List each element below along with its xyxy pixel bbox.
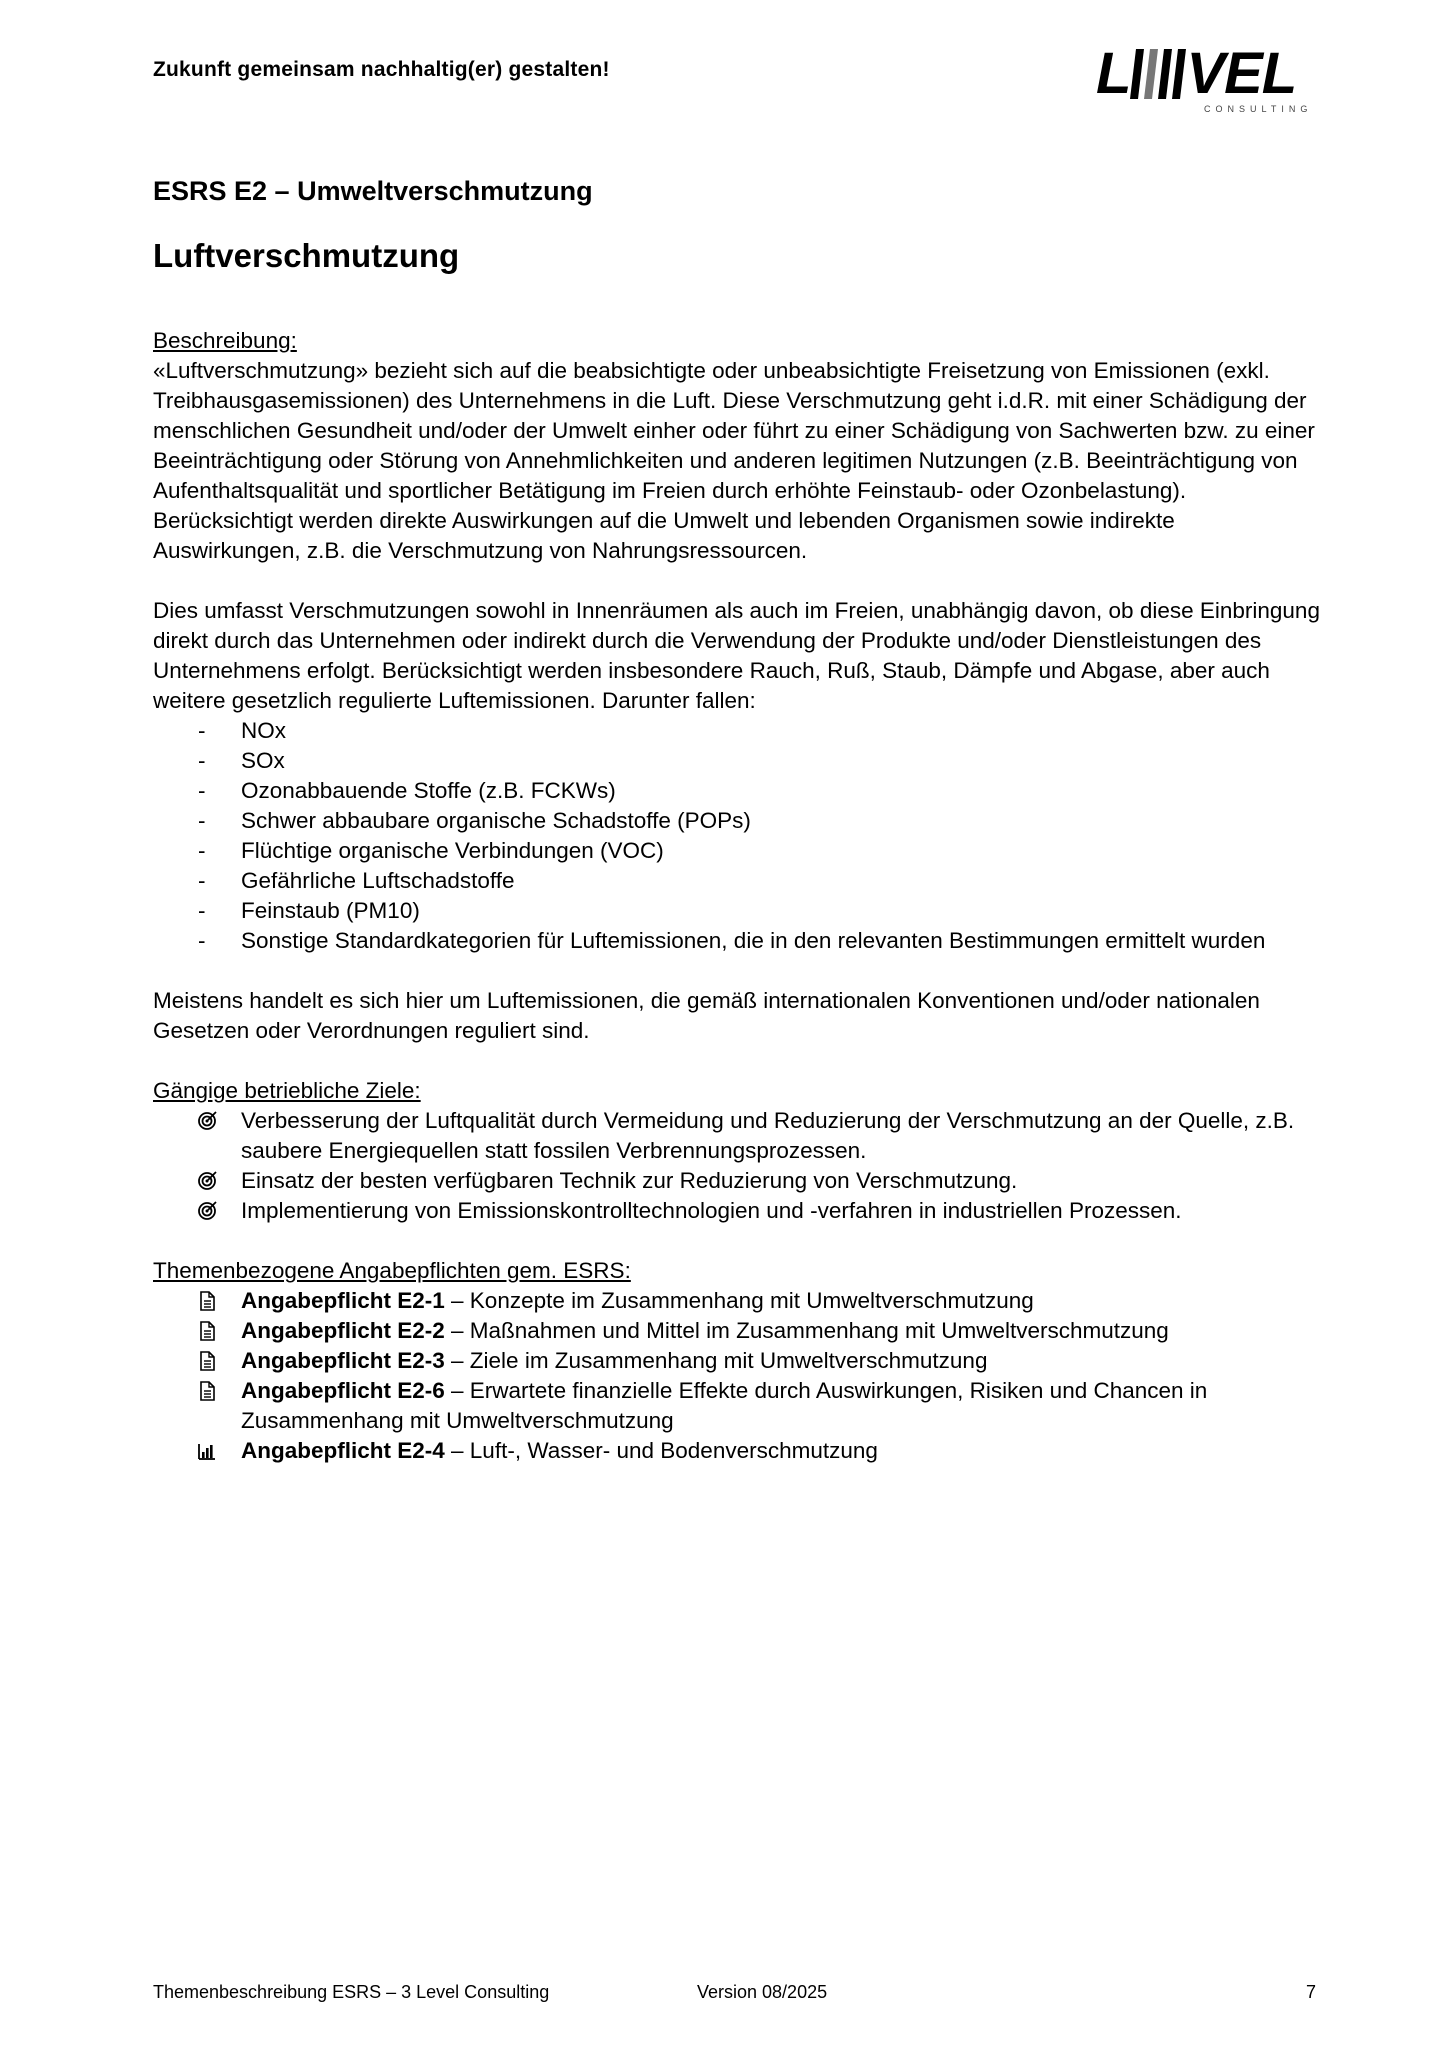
description-paragraph-1: «Luftverschmutzung» bezieht sich auf die beabsichtigte oder unbeabsichtigte Freisetzung von Emissionen (exkl. Treibhausgasemissionen) des Unternehmens in die Luft. Diese Verschmutzung geht i.d.R. mit einer Schädigung der menschlichen Gesundheit und/oder der Umwelt einher oder führt zu einer Schädigung von Sachwerten bzw. zu einer Beeinträchtigung oder Störung von Annehmlichkeiten und anderen legitimen Nutzungen (z.B. Beeinträchtigung von Aufenthaltsqualität und sportlicher Betätigung im Freien durch erhöhte Feinstaub- oder Ozonbelastung). Berücksichtigt werden direkte Auswirkungen auf die Umwelt und lebenden Organismen sowie indirekte Auswirkungen, z.B. die Verschmutzung von Nahrungsressourcen. [153,358,1315,563]
target-icon [197,1111,217,1131]
disclosure-code: Angabepflicht E2-1 [241,1288,445,1313]
list-item-text: Flüchtige organische Verbindungen (VOC) [241,838,664,863]
document-icon [197,1381,217,1401]
disclosure-item [153,1346,1323,1376]
disclosure-code: Angabepflicht E2-4 [241,1438,445,1463]
disclosure-item [153,1286,1323,1316]
header-tagline: Zukunft gemeinsam nachhaltig(er) gestalten! [153,58,610,81]
disclosure-text: – Konzepte im Zusammenhang mit Umweltverschmutzung [444,1288,1034,1313]
disclosure-text: – Ziele im Zusammenhang mit Umweltverschmutzung [444,1348,988,1373]
main-content [153,326,1323,1466]
goal-item [153,1196,1323,1226]
dash-bullet: - [198,808,206,833]
logo-subtitle: CONSULTING [1204,104,1313,114]
disclosure-list [153,1286,1323,1466]
dash-bullet: - [198,718,206,743]
dash-bullet: - [198,838,206,863]
page-title: ESRS E2 – Umweltverschmutzung [153,176,593,206]
pollutant-list [153,716,1323,956]
dash-bullet: - [198,748,206,773]
list-item-text: NOx [241,718,286,743]
description-paragraph-3: Meistens handelt es sich hier um Luftemissionen, die gemäß internationalen Konventionen und/oder nationalen Gesetzen oder Verordnungen reguliert sind. [153,988,1260,1043]
list-item [153,806,1323,836]
description-paragraph-2: Dies umfasst Verschmutzungen sowohl in Innenräumen als auch im Freien, unabhängig davon, ob diese Einbringung direkt durch das Unternehmen oder indirekt durch die Verwendung der Produkte und/oder Dienstleistungen des Unternehmens erfolgt. Berücksichtigt werden insbesondere Rauch, Ruß, Staub, Dämpfe und Abgase, aber auch weitere gesetzlich regulierte Luftemissionen. Darunter fallen: [153,598,1320,713]
goal-item [153,1106,1323,1166]
bar-chart-icon [197,1441,217,1461]
list-item-text: Ozonabbauende Stoffe (z.B. FCKWs) [241,778,616,803]
dash-bullet: - [198,898,206,923]
dash-bullet: - [198,868,206,893]
disclosure-code: Angabepflicht E2-2 [241,1318,445,1343]
target-icon [197,1201,217,1221]
disclosures-heading: Themenbezogene Angabepflichten gem. ESRS: [153,1258,631,1283]
disclosure-item [153,1376,1323,1436]
logo-bars-icon [1130,49,1186,99]
list-item [153,866,1323,896]
disclosure-item [153,1316,1323,1346]
document-icon [197,1351,217,1371]
goals-heading: Gängige betriebliche Ziele: [153,1078,421,1103]
list-item-text: Schwer abbaubare organische Schadstoffe (POPs) [241,808,751,833]
disclosure-text: – Erwartete finanzielle Effekte durch Auswirkungen, Risiken und Chancen in Zusammenhang mit Umweltverschmutzung [241,1378,1208,1433]
dash-bullet: - [198,928,206,953]
target-icon [197,1171,217,1191]
disclosure-code: Angabepflicht E2-3 [241,1348,445,1373]
footer-document-title: Themenbeschreibung ESRS – 3 Level Consulting [153,1982,550,2002]
goal-item-text: Einsatz der besten verfügbaren Technik zur Reduzierung von Verschmutzung. [241,1168,1018,1193]
list-item [153,836,1323,866]
list-item [153,746,1323,776]
dash-bullet: - [198,778,206,803]
document-icon [197,1321,217,1341]
goal-item-text: Implementierung von Emissionskontrolltechnologien und -verfahren in industriellen Prozessen. [241,1198,1182,1223]
list-item [153,896,1323,926]
list-item-text: Gefährliche Luftschadstoffe [241,868,515,893]
list-item [153,776,1323,806]
goals-list [153,1106,1323,1226]
page-number: 7 [1306,1982,1317,2002]
disclosure-code: Angabepflicht E2-6 [241,1378,445,1403]
list-item [153,716,1323,746]
disclosure-text: – Luft-, Wasser- und Bodenverschmutzung [444,1438,878,1463]
section-title: Luftverschmutzung [153,237,460,274]
goal-item-text: Verbesserung der Luftqualität durch Vermeidung und Reduzierung der Verschmutzung an der Quelle, z.B. saubere Energiequellen statt fossilen Verbrennungsprozessen. [241,1108,1295,1163]
disclosure-text: – Maßnahmen und Mittel im Zusammenhang mit Umweltverschmutzung [444,1318,1169,1343]
logo-letter-l: L [1096,41,1131,106]
disclosure-item [153,1436,1323,1466]
footer-version: Version 08/2025 [697,1982,828,2002]
company-logo [1096,38,1318,120]
document-icon [197,1291,217,1311]
list-item [153,926,1323,956]
list-item-text: Sonstige Standardkategorien für Luftemissionen, die in den relevanten Bestimmungen ermittelt wurden [241,928,1266,953]
list-item-text: SOx [241,748,285,773]
list-item-text: Feinstaub (PM10) [241,898,420,923]
logo-letters-vel: VEL [1186,41,1297,106]
goal-item [153,1166,1323,1196]
description-heading: Beschreibung: [153,328,297,353]
